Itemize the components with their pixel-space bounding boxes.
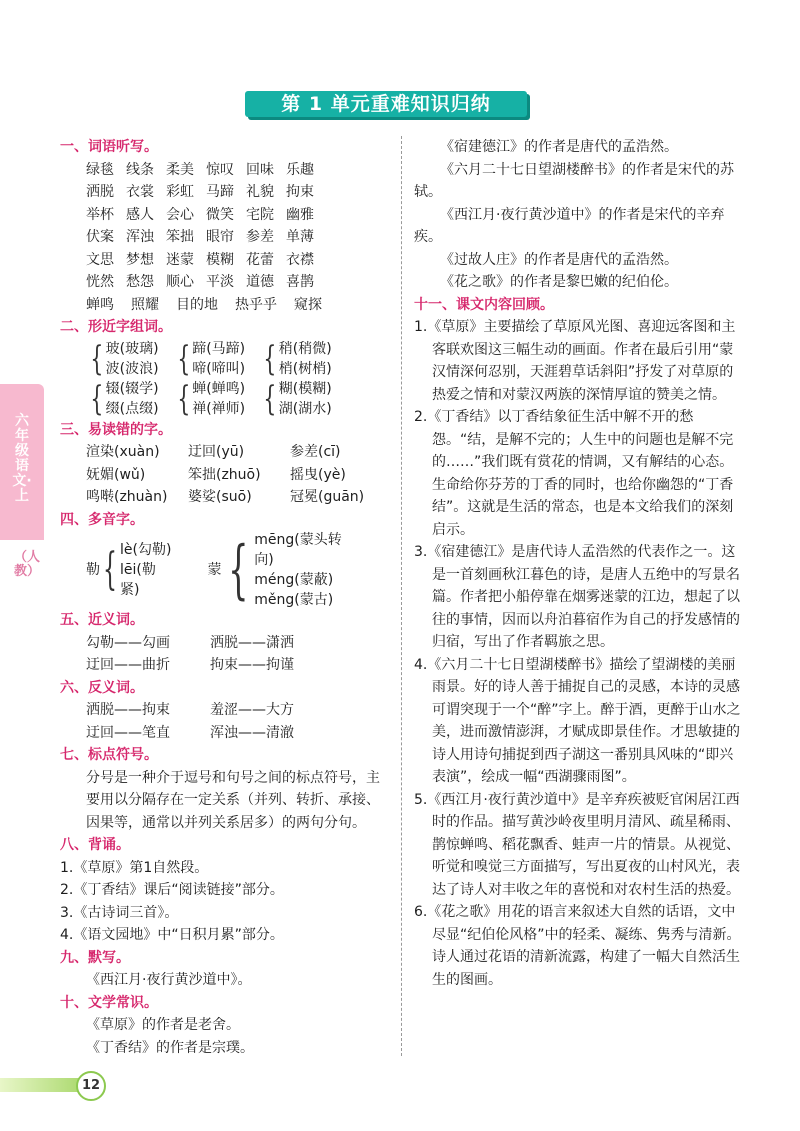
recitation-item: 4.《语文园地》中“日积月累”部分。 bbox=[60, 927, 284, 943]
synonym-pair: 勾勒——勾画 bbox=[86, 634, 170, 651]
literature-fact: 《草原》的作者是老舍。 bbox=[86, 1017, 240, 1033]
misread-word: 冠冕(guān) bbox=[290, 489, 365, 505]
similar-char-word: 糊(模糊) bbox=[278, 380, 332, 397]
brace-glyph: { bbox=[263, 338, 277, 379]
antonym-pair: 迂回——笔直 bbox=[86, 724, 170, 741]
similar-chars-pair bbox=[86, 339, 159, 379]
dictation-word: 参差 bbox=[246, 229, 274, 245]
section-heading-6: 六、反义词。 bbox=[60, 679, 144, 696]
dictation-word: 喜鹊 bbox=[286, 274, 314, 290]
literature-fact: 《六月二十七日望湖楼醉书》的作者是宋代的苏轼。 bbox=[414, 161, 734, 200]
word-row bbox=[60, 271, 392, 294]
side-tab-grade-label: 六年级语文·上 bbox=[12, 413, 32, 504]
similar-char-word: 啼(啼叫) bbox=[192, 360, 246, 377]
section-heading-3: 三、易读错的字。 bbox=[60, 421, 172, 438]
synonym-pair: 拘束——拘谨 bbox=[210, 657, 294, 673]
misread-chars-list bbox=[60, 441, 392, 509]
section-heading-9: 九、默写。 bbox=[60, 949, 130, 966]
polyphone-reading: mēng(蒙头转向) bbox=[254, 532, 342, 568]
column-divider bbox=[401, 136, 402, 1056]
literature-fact: 《宿建德江》的作者是唐代的孟浩然。 bbox=[440, 139, 678, 155]
dictation-word: 绿毯 bbox=[86, 161, 114, 178]
side-tab-edition-label: （人教） bbox=[14, 550, 41, 579]
review-item: 4.《六月二十七日望湖楼醉书》描绘了望湖楼的美丽雨景。好的诗人善于捕捉自己的灵感，本诗的灵感可谓突现于一个“醉”字上。醉于酒，更醉于山水之美，进而激情澎湃，才赋成即景佳作。才思敏捷的诗人用诗句捕捉到西子湖这一番别具风味的“即兴表演”，绘成一幅“西湖骤雨图”。 bbox=[414, 656, 741, 785]
dictation-word: 平淡 bbox=[206, 274, 234, 290]
misread-word: 鸣啭(zhuàn) bbox=[86, 489, 168, 505]
brace-glyph: { bbox=[176, 338, 190, 379]
similar-char-word: 辍(辍学) bbox=[105, 380, 159, 397]
misread-row bbox=[60, 486, 392, 509]
dictation-word: 道德 bbox=[246, 274, 274, 290]
dictation-word: 恍然 bbox=[86, 274, 114, 290]
similar-chars-row bbox=[60, 339, 392, 379]
literature-fact: 《过故人庄》的作者是唐代的孟浩然。 bbox=[440, 251, 678, 268]
dictation-word: 照耀 bbox=[131, 296, 159, 313]
review-item: 5.《西江月·夜行黄沙道中》是辛弃疾被贬官闲居江西时的作品。描写黄沙岭夜里明月清风、疏星稀雨、鹊惊蝉鸣、稻花飘香、蛙声一片的情景。从视觉、听觉和嗅觉三方面描写，写出夏夜的山村风光，表达了诗人对丰收之年的喜悦和对农村生活的热爱。 bbox=[414, 791, 740, 898]
polyphone-block bbox=[60, 531, 392, 609]
brace-glyph: { bbox=[263, 378, 277, 419]
dictation-word: 幽雅 bbox=[286, 206, 314, 223]
dictation-word: 乐趣 bbox=[286, 161, 314, 178]
polyphone-reading: lè(勾勒) bbox=[120, 542, 172, 558]
literature-fact: 《西江月·夜行黄沙道中》的作者是宋代的辛弃疾。 bbox=[414, 206, 725, 245]
similar-chars-row bbox=[60, 379, 392, 419]
similar-char-word: 蹄(马蹄) bbox=[192, 340, 246, 357]
misread-row bbox=[60, 441, 392, 464]
similar-char-word: 稍(稍微) bbox=[278, 340, 332, 357]
page-number: 12 bbox=[76, 1071, 106, 1101]
similar-chars-pair bbox=[259, 379, 332, 419]
dictation-word: 会心 bbox=[166, 206, 194, 223]
dictation-word: 举杯 bbox=[86, 206, 114, 223]
similar-char-word: 蝉(蝉鸣) bbox=[192, 380, 246, 397]
polyphone-item-2 bbox=[208, 530, 359, 610]
similar-char-word: 湖(湖水) bbox=[278, 400, 332, 417]
dictation-word: 笨拙 bbox=[166, 229, 194, 245]
brace-glyph: { bbox=[90, 338, 104, 379]
dictation-word: 回味 bbox=[246, 161, 274, 178]
dictation-word: 模糊 bbox=[206, 251, 234, 268]
recitation-item: 1.《草原》第1自然段。 bbox=[60, 859, 209, 876]
polyphone-item-1 bbox=[86, 540, 174, 600]
antonym-pair: 洒脱——拘束 bbox=[86, 702, 170, 718]
literature-fact: 《丁香结》的作者是宗璞。 bbox=[86, 1039, 254, 1056]
dictation-word: 顺心 bbox=[166, 274, 194, 290]
section-heading-11: 十一、课文内容回顾。 bbox=[414, 296, 554, 313]
dictation-word: 浑浊 bbox=[126, 229, 154, 245]
dictation-word: 马蹄 bbox=[206, 184, 234, 200]
misread-word: 妩媚(wǔ) bbox=[86, 466, 146, 483]
dictation-word: 目的地 bbox=[176, 296, 218, 313]
word-row bbox=[60, 159, 392, 182]
misread-word: 摇曳(yè) bbox=[290, 466, 346, 483]
dictation-word: 梦想 bbox=[126, 251, 154, 268]
similar-char-word: 梢(树梢) bbox=[278, 360, 332, 377]
dictation-word: 微笑 bbox=[206, 206, 234, 223]
recitation-item: 3.《古诗词三首》。 bbox=[60, 904, 179, 921]
word-row bbox=[60, 249, 392, 272]
punctuation-note: 分号是一种介于逗号和句号之间的标点符号，主要用以分隔存在一定关系（并列、转折、承接、因果等，通常以并列关系居多）的两句分句。 bbox=[86, 769, 380, 831]
word-dictation-list bbox=[60, 159, 392, 317]
synonym-pair: 迂回——曲折 bbox=[86, 657, 170, 673]
dictation-word: 宅院 bbox=[246, 206, 274, 223]
misread-row bbox=[60, 464, 392, 487]
word-row bbox=[60, 181, 392, 204]
dictation-word: 衣襟 bbox=[286, 251, 314, 268]
dictation-word: 花蕾 bbox=[246, 251, 274, 268]
similar-chars-list bbox=[60, 339, 392, 419]
review-item: 6.《花之歌》用花的语言来叙述大自然的话语，文中尽显“纪伯伦风格”中的轻柔、凝练、隽秀与清新。诗人通过花语的清新流露，构建了一幅大自然活生生的图画。 bbox=[414, 904, 741, 988]
page-footer-strip bbox=[0, 1078, 86, 1092]
misread-word: 渲染(xuàn) bbox=[86, 444, 160, 460]
similar-chars-pair bbox=[173, 379, 246, 419]
misread-word: 参差(cī) bbox=[290, 444, 341, 460]
left-column bbox=[60, 136, 392, 1059]
section-heading-5: 五、近义词。 bbox=[60, 612, 144, 628]
dictation-word: 窥探 bbox=[294, 296, 322, 313]
similar-chars-pair bbox=[173, 339, 246, 379]
review-item: 1.《草原》主要描绘了草原风光图、喜迎远客图和主客联欢图这三幅生动的画面。作者在最后引用“蒙汉情深何忍别，天涯碧草话斜阳”抒发了对草原的热爱之情和对蒙汉两族的深情厚谊的赞美之情。 bbox=[414, 319, 736, 403]
similar-char-word: 禅(禅师) bbox=[192, 400, 246, 417]
brace-glyph: { bbox=[176, 378, 190, 419]
brace-glyph: { bbox=[103, 543, 117, 595]
misread-word: 婆娑(suō) bbox=[188, 489, 252, 505]
side-tab-edition bbox=[0, 541, 44, 611]
dictation-word: 文思 bbox=[86, 251, 114, 268]
polyphone-reading: lēi(勒紧) bbox=[120, 562, 156, 598]
recitation-item: 2.《丁香结》课后“阅读链接”部分。 bbox=[60, 882, 284, 898]
page-title-banner bbox=[245, 91, 527, 117]
similar-char-word: 缀(点缀) bbox=[105, 400, 159, 417]
dictation-word: 拘束 bbox=[286, 184, 314, 200]
word-row bbox=[60, 204, 392, 227]
antonym-pair: 羞涩——大方 bbox=[210, 702, 294, 718]
similar-char-word: 波(波浪) bbox=[105, 360, 159, 377]
antonym-pair: 浑浊——清澈 bbox=[210, 724, 294, 741]
word-row bbox=[60, 294, 392, 317]
dictation-word: 单薄 bbox=[286, 229, 314, 245]
polyphone-reading: méng(蒙蔽) bbox=[254, 572, 334, 588]
word-row bbox=[60, 226, 392, 249]
polyphone-reading: měng(蒙古) bbox=[254, 592, 334, 608]
polyphone-char: 蒙 bbox=[207, 561, 222, 578]
right-column bbox=[414, 136, 744, 991]
dictation-word: 迷蒙 bbox=[166, 251, 194, 268]
dictation-word: 热乎乎 bbox=[235, 296, 277, 313]
dictation-word: 惊叹 bbox=[206, 161, 234, 178]
dictation-word: 线条 bbox=[126, 161, 154, 178]
similar-char-word: 玻(玻璃) bbox=[105, 340, 159, 357]
polyphone-char: 勒 bbox=[86, 561, 100, 578]
section-heading-1: 一、词语听写。 bbox=[60, 139, 158, 155]
dictation-word: 蝉鸣 bbox=[86, 296, 114, 313]
review-item: 2.《丁香结》以丁香结象征生活中解不开的愁怨。“结，是解不完的；人生中的问题也是解不完的……”我们既有赏花的情调，又有解结的心态。生命给你芬芳的丁香的同时，也给你幽怨的“丁香结”。这就是生活的常态，也是本文给我们的深刻启示。 bbox=[414, 409, 734, 538]
page-title: 第 1 单元重难知识归纳 bbox=[281, 93, 491, 115]
dictation-word: 眼帘 bbox=[206, 229, 234, 245]
dictation-word: 愁怨 bbox=[126, 274, 154, 290]
dictation-text: 《西江月·夜行黄沙道中》。 bbox=[86, 972, 252, 988]
dictation-word: 衣裳 bbox=[126, 184, 154, 200]
dictation-word: 伏案 bbox=[86, 229, 114, 245]
brace-glyph: { bbox=[90, 378, 104, 419]
similar-chars-pair bbox=[86, 379, 159, 419]
similar-chars-pair bbox=[259, 339, 332, 379]
side-tab-grade bbox=[0, 384, 44, 540]
dictation-word: 洒脱 bbox=[86, 184, 114, 200]
section-heading-10: 十、文学常识。 bbox=[60, 994, 158, 1011]
section-heading-7: 七、标点符号。 bbox=[60, 747, 158, 763]
misread-word: 笨拙(zhuō) bbox=[188, 466, 261, 483]
brace-glyph: { bbox=[227, 532, 249, 607]
dictation-word: 彩虹 bbox=[166, 184, 194, 200]
section-heading-8: 八、背诵。 bbox=[60, 837, 130, 853]
dictation-word: 礼貌 bbox=[246, 184, 274, 200]
synonym-pair: 洒脱——潇洒 bbox=[210, 634, 294, 651]
dictation-word: 感人 bbox=[126, 206, 154, 223]
literature-fact: 《花之歌》的作者是黎巴嫩的纪伯伦。 bbox=[440, 274, 678, 290]
review-item: 3.《宿建德江》是唐代诗人孟浩然的代表作之一。这是一首刻画秋江暮色的诗，是唐人五绝中的写景名篇。作者把小船停靠在烟雾迷蒙的江边，想起了以往的事情，因而以舟泊暮宿作为自己的抒发感情的归宿，写出了作者羁旅之思。 bbox=[414, 544, 740, 650]
dictation-word: 柔美 bbox=[166, 161, 194, 178]
misread-word: 迂回(yū) bbox=[188, 444, 245, 460]
section-heading-4: 四、多音字。 bbox=[60, 511, 144, 528]
section-heading-2: 二、形近字组词。 bbox=[60, 319, 172, 335]
